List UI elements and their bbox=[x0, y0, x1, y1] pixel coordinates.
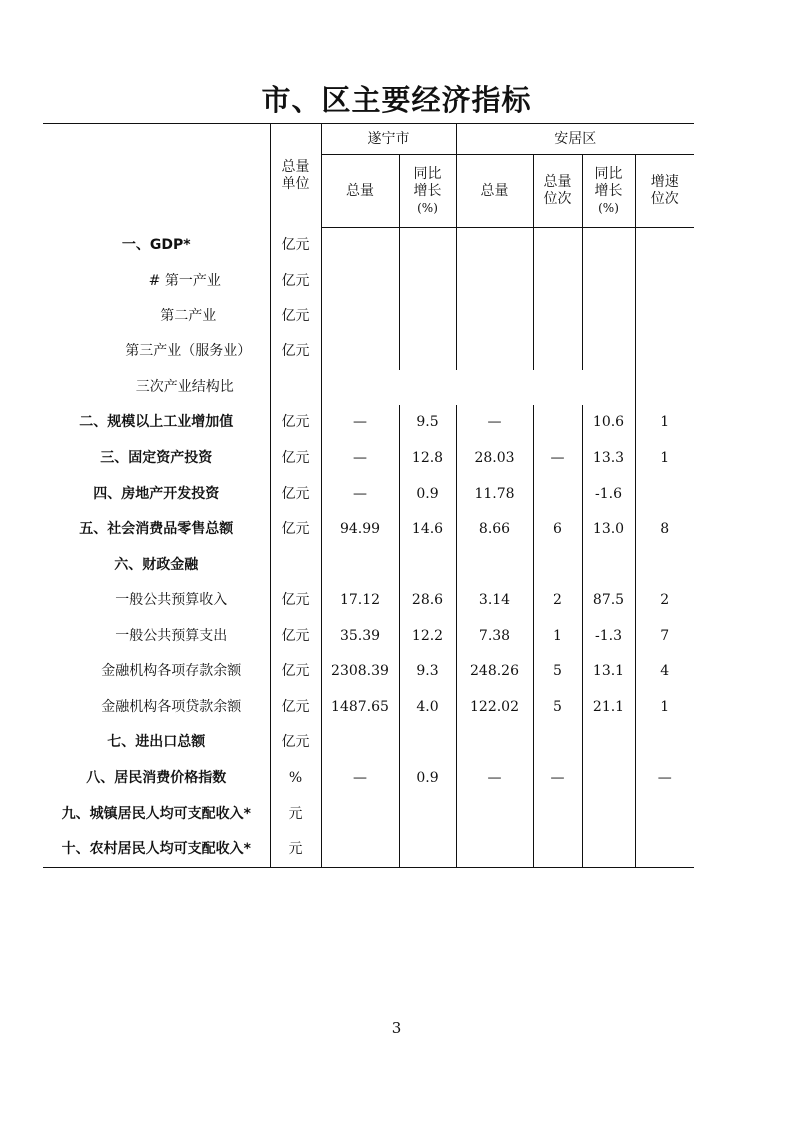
district-rank-header-line2: 位次 bbox=[543, 191, 572, 207]
table-row bbox=[43, 334, 694, 370]
city-total bbox=[321, 832, 399, 868]
city-total: 1487.65 bbox=[321, 690, 399, 725]
growth-rank bbox=[635, 264, 694, 299]
row-unit: 亿元 bbox=[270, 512, 321, 548]
city-total: 2308.39 bbox=[321, 654, 399, 690]
district-yoy-header-line1: 同比 bbox=[594, 165, 623, 182]
row-unit: 亿元 bbox=[270, 690, 321, 725]
table-row bbox=[43, 654, 694, 690]
row-unit: 亿元 bbox=[270, 477, 321, 512]
district-yoy: -1.6 bbox=[582, 477, 635, 512]
table-row bbox=[43, 797, 694, 832]
district-rank-header bbox=[533, 155, 582, 228]
city-yoy: 12.8 bbox=[399, 441, 456, 477]
city-total: — bbox=[321, 405, 399, 441]
district-yoy bbox=[582, 761, 635, 797]
row-label: 二、规模以上工业增加值 bbox=[79, 414, 234, 430]
growth-rank bbox=[635, 832, 694, 868]
row-label: 五、社会消费品零售总额 bbox=[79, 521, 234, 537]
city-yoy: 9.5 bbox=[399, 405, 456, 441]
row-label: 三次产业结构比 bbox=[135, 378, 234, 395]
district-rank-header-line1: 总量 bbox=[543, 174, 572, 190]
district-yoy: 21.1 bbox=[582, 690, 635, 725]
row-unit: 亿元 bbox=[270, 654, 321, 690]
row-unit bbox=[270, 548, 321, 583]
city-yoy: 0.9 bbox=[399, 477, 456, 512]
growth-rank bbox=[635, 299, 694, 334]
city-yoy: 4.0 bbox=[399, 690, 456, 725]
district-yoy-header-line2: 增长 bbox=[594, 182, 623, 199]
page-number: 3 bbox=[391, 1019, 402, 1037]
district-total bbox=[456, 797, 533, 832]
district-rank bbox=[533, 228, 582, 264]
row-label: 第三产业（服务业） bbox=[125, 343, 252, 359]
table-row bbox=[43, 405, 694, 441]
city-total bbox=[321, 548, 399, 583]
city-total: 94.99 bbox=[321, 512, 399, 548]
growth-rank bbox=[635, 797, 694, 832]
growth-rank: 8 bbox=[635, 512, 694, 548]
city-total: — bbox=[321, 441, 399, 477]
district-rank: 1 bbox=[533, 619, 582, 654]
district-total: 8.66 bbox=[456, 512, 533, 548]
city-total bbox=[321, 334, 399, 370]
city-total: — bbox=[321, 761, 399, 797]
growth-rank bbox=[635, 228, 694, 264]
district-group-header: 安居区 bbox=[456, 124, 694, 155]
row-label: 一、GDP* bbox=[121, 237, 191, 253]
row-label: 十、农村居民人均可支配收入* bbox=[43, 832, 270, 868]
district-rank: 5 bbox=[533, 654, 582, 690]
city-yoy: 0.9 bbox=[399, 761, 456, 797]
district-total: 248.26 bbox=[456, 654, 533, 690]
district-yoy: 10.6 bbox=[582, 405, 635, 441]
district-total bbox=[456, 548, 533, 583]
growth-rank bbox=[635, 548, 694, 583]
growth-rank: 7 bbox=[635, 619, 694, 654]
row-label: # 第一产业 bbox=[148, 272, 221, 289]
city-total bbox=[321, 299, 399, 334]
row-unit: 元 bbox=[270, 797, 321, 832]
district-yoy-header bbox=[582, 155, 635, 228]
district-yoy bbox=[582, 797, 635, 832]
district-total bbox=[456, 334, 533, 370]
district-yoy: 13.0 bbox=[582, 512, 635, 548]
district-yoy: 13.1 bbox=[582, 654, 635, 690]
district-rank: 2 bbox=[533, 583, 582, 619]
city-yoy bbox=[399, 797, 456, 832]
district-total: 11.78 bbox=[456, 477, 533, 512]
district-total bbox=[456, 228, 533, 264]
city-total bbox=[321, 264, 399, 299]
district-rank bbox=[533, 548, 582, 583]
row-label: 金融机构各项存款余额 bbox=[101, 663, 242, 679]
growth-rank: — bbox=[635, 761, 694, 797]
table-row bbox=[43, 690, 694, 725]
growth-rank: 4 bbox=[635, 654, 694, 690]
district-total: — bbox=[456, 761, 533, 797]
row-unit: 亿元 bbox=[270, 405, 321, 441]
growth-rank: 1 bbox=[635, 690, 694, 725]
row-unit: 亿元 bbox=[270, 619, 321, 654]
district-yoy: 87.5 bbox=[582, 583, 635, 619]
city-yoy-header-line3: (%) bbox=[417, 200, 438, 215]
district-total bbox=[456, 299, 533, 334]
growth-rank-header-line1: 增速 bbox=[650, 174, 679, 190]
district-total: 7.38 bbox=[456, 619, 533, 654]
city-yoy bbox=[399, 264, 456, 299]
district-rank bbox=[533, 832, 582, 868]
district-total: 3.14 bbox=[456, 583, 533, 619]
district-total bbox=[456, 264, 533, 299]
district-total: 28.03 bbox=[456, 441, 533, 477]
table-row bbox=[43, 548, 694, 583]
district-rank bbox=[533, 334, 582, 370]
table-row bbox=[43, 619, 694, 654]
city-yoy bbox=[399, 548, 456, 583]
city-total: — bbox=[321, 477, 399, 512]
city-total bbox=[321, 370, 399, 405]
growth-rank-header bbox=[635, 155, 694, 228]
table-row bbox=[43, 583, 694, 619]
city-yoy-header-line2: 增长 bbox=[413, 182, 442, 199]
city-yoy: 12.2 bbox=[399, 619, 456, 654]
growth-rank bbox=[635, 370, 694, 405]
city-yoy-header bbox=[399, 155, 456, 228]
district-total: 122.02 bbox=[456, 690, 533, 725]
district-rank bbox=[533, 725, 582, 761]
district-yoy bbox=[582, 548, 635, 583]
city-yoy: 14.6 bbox=[399, 512, 456, 548]
district-total bbox=[456, 725, 533, 761]
district-total bbox=[456, 370, 533, 405]
district-total-header: 总量 bbox=[456, 155, 533, 228]
table-row bbox=[43, 832, 694, 868]
row-unit: 亿元 bbox=[270, 299, 321, 334]
table-row bbox=[43, 725, 694, 761]
city-yoy-header-line1: 同比 bbox=[413, 165, 442, 182]
growth-rank-header-line2: 位次 bbox=[650, 191, 679, 207]
district-rank: — bbox=[533, 441, 582, 477]
district-yoy: 13.3 bbox=[582, 441, 635, 477]
indicator-header bbox=[43, 124, 270, 228]
city-group-header: 遂宁市 bbox=[321, 124, 456, 155]
unit-header bbox=[270, 124, 321, 228]
district-rank bbox=[533, 797, 582, 832]
table-row bbox=[43, 299, 694, 334]
unit-header-line2: 单位 bbox=[281, 175, 310, 192]
row-unit: 亿元 bbox=[270, 441, 321, 477]
growth-rank: 1 bbox=[635, 405, 694, 441]
row-unit bbox=[270, 370, 321, 405]
table-row bbox=[43, 228, 694, 264]
district-rank bbox=[533, 264, 582, 299]
district-yoy bbox=[582, 725, 635, 761]
city-yoy bbox=[399, 725, 456, 761]
unit-header-line1: 总量 bbox=[281, 158, 310, 175]
table-row bbox=[43, 477, 694, 512]
row-unit: 元 bbox=[270, 832, 321, 868]
district-rank bbox=[533, 370, 582, 405]
row-unit: 亿元 bbox=[270, 264, 321, 299]
district-rank: 6 bbox=[533, 512, 582, 548]
row-label: 金融机构各项贷款余额 bbox=[101, 698, 242, 715]
city-yoy bbox=[399, 228, 456, 264]
row-label: 一般公共预算支出 bbox=[115, 627, 228, 644]
district-yoy bbox=[582, 334, 635, 370]
page-title: 市、区主要经济指标 bbox=[261, 83, 532, 117]
district-rank bbox=[533, 405, 582, 441]
city-total bbox=[321, 228, 399, 264]
row-unit: % bbox=[270, 761, 321, 797]
growth-rank bbox=[635, 477, 694, 512]
district-yoy bbox=[582, 370, 635, 405]
table-row bbox=[43, 441, 694, 477]
table-row bbox=[43, 264, 694, 299]
growth-rank bbox=[635, 334, 694, 370]
row-unit: 亿元 bbox=[270, 334, 321, 370]
city-yoy: 9.3 bbox=[399, 654, 456, 690]
district-total bbox=[456, 832, 533, 868]
row-unit: 亿元 bbox=[270, 583, 321, 619]
district-rank bbox=[533, 477, 582, 512]
growth-rank: 2 bbox=[635, 583, 694, 619]
growth-rank: 1 bbox=[635, 441, 694, 477]
district-yoy bbox=[582, 228, 635, 264]
city-yoy: 28.6 bbox=[399, 583, 456, 619]
row-unit: 亿元 bbox=[270, 228, 321, 264]
district-yoy bbox=[582, 264, 635, 299]
city-yoy bbox=[399, 370, 456, 405]
table-row bbox=[43, 370, 694, 405]
district-yoy bbox=[582, 299, 635, 334]
city-total bbox=[321, 725, 399, 761]
district-yoy: -1.3 bbox=[582, 619, 635, 654]
city-total: 17.12 bbox=[321, 583, 399, 619]
city-yoy bbox=[399, 832, 456, 868]
district-rank: — bbox=[533, 761, 582, 797]
district-yoy-header-line3: (%) bbox=[598, 200, 619, 215]
row-label: 八、居民消费价格指数 bbox=[86, 770, 227, 786]
row-label: 一般公共预算收入 bbox=[115, 592, 228, 608]
row-label: 第二产业 bbox=[160, 307, 217, 324]
district-rank bbox=[533, 299, 582, 334]
city-yoy bbox=[399, 299, 456, 334]
row-label: 七、进出口总额 bbox=[107, 734, 206, 750]
city-yoy bbox=[399, 334, 456, 370]
table-row bbox=[43, 512, 694, 548]
city-total bbox=[321, 797, 399, 832]
row-unit: 亿元 bbox=[270, 725, 321, 761]
district-yoy bbox=[582, 832, 635, 868]
city-total-header: 总量 bbox=[321, 155, 399, 228]
row-label: 六、财政金融 bbox=[114, 556, 199, 573]
row-label: 九、城镇居民人均可支配收入* bbox=[61, 805, 251, 822]
economic-indicators-table bbox=[43, 123, 694, 868]
table-row bbox=[43, 761, 694, 797]
district-total: — bbox=[456, 405, 533, 441]
city-total: 35.39 bbox=[321, 619, 399, 654]
growth-rank bbox=[635, 725, 694, 761]
row-label: 四、房地产开发投资 bbox=[93, 485, 220, 502]
district-rank: 5 bbox=[533, 690, 582, 725]
row-label: 三、固定资产投资 bbox=[100, 450, 213, 466]
